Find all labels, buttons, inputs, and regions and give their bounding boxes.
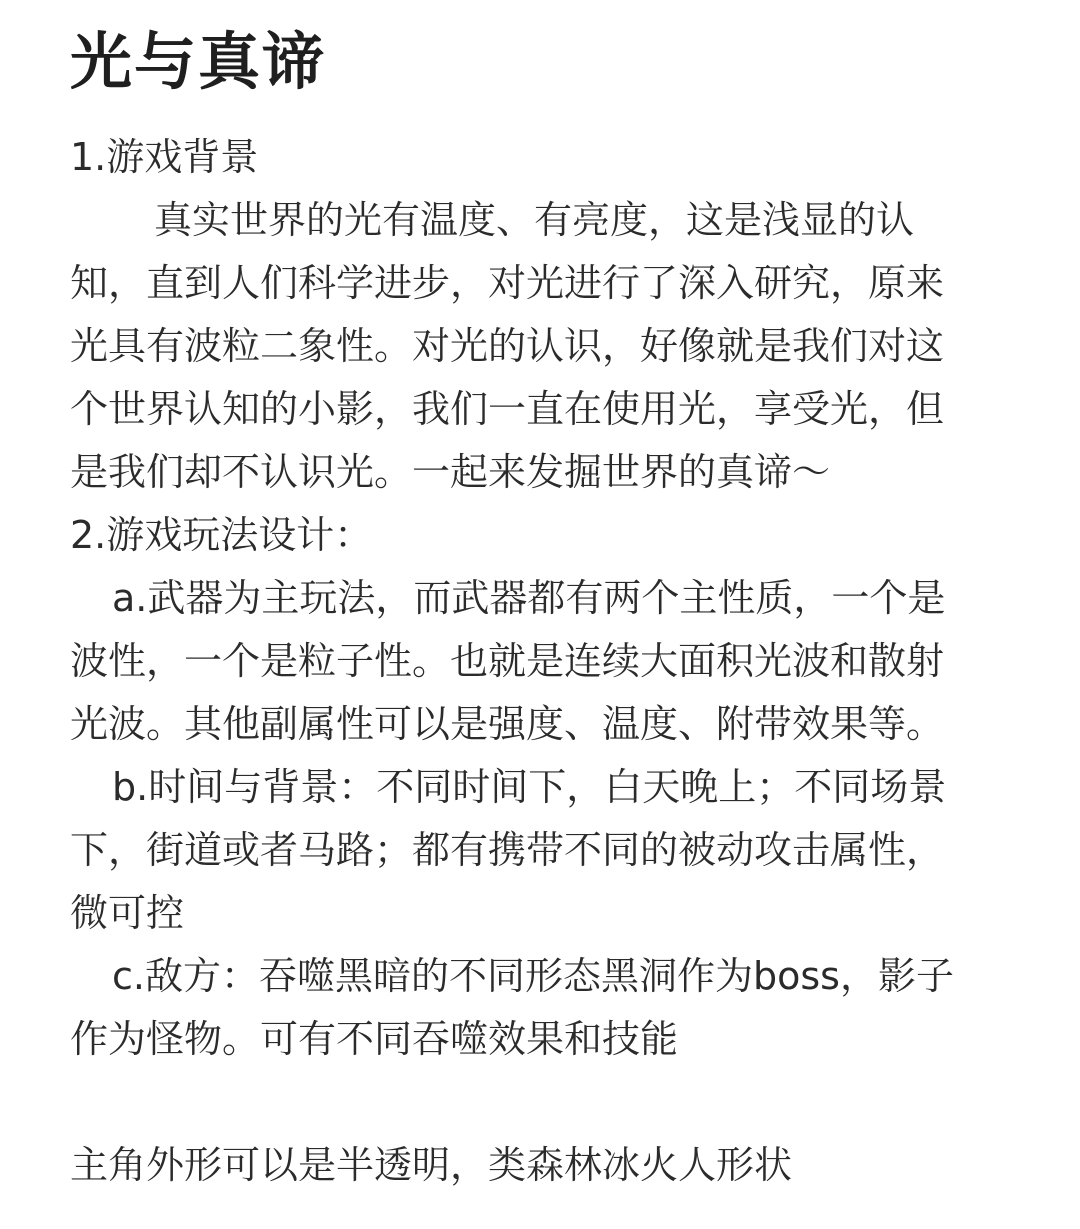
list-item-b-line: b.时间与背景：不同时间下，白天晚上；不同场景 [112, 765, 947, 809]
section-heading-gameplay: 2.游戏玩法设计： [70, 513, 373, 557]
paragraph-line: 光具有波粒二象性。对光的认识，好像就是我们对这 [70, 324, 945, 368]
list-item-b-line: 下，街道或者马路；都有携带不同的被动攻击属性， [70, 828, 945, 872]
list-item-b-line: 微可控 [70, 891, 185, 935]
page-title: 光与真谛 [70, 25, 327, 98]
list-item-a-line: a.武器为主玩法，而武器都有两个主性质，一个是 [112, 576, 946, 620]
paragraph-line: 真实世界的光有温度、有亮度，这是浅显的认 [154, 198, 915, 242]
paragraph-line: 个世界认知的小影，我们一直在使用光，享受光，但 [70, 387, 945, 431]
list-item-c-line: 作为怪物。可有不同吞噬效果和技能 [70, 1017, 679, 1061]
list-item-a-line: 光波。其他副属性可以是强度、温度、附带效果等。 [70, 702, 945, 746]
document-page [70, 20, 1000, 1197]
paragraph-line: 是我们却不认识光。一起来发掘世界的真谛～ [70, 450, 831, 494]
spacer [70, 1071, 1000, 1134]
section-heading-background: 1.游戏背景 [70, 135, 259, 179]
footer-note: 主角外形可以是半透明，类森林冰火人形状 [70, 1143, 793, 1187]
paragraph-line: 知，直到人们科学进步，对光进行了深入研究，原来 [70, 261, 945, 305]
list-item-a-line: 波性，一个是粒子性。也就是连续大面积光波和散射 [70, 639, 945, 683]
list-item-c-line: c.敌方：吞噬黑暗的不同形态黑洞作为boss，影子 [112, 954, 954, 998]
